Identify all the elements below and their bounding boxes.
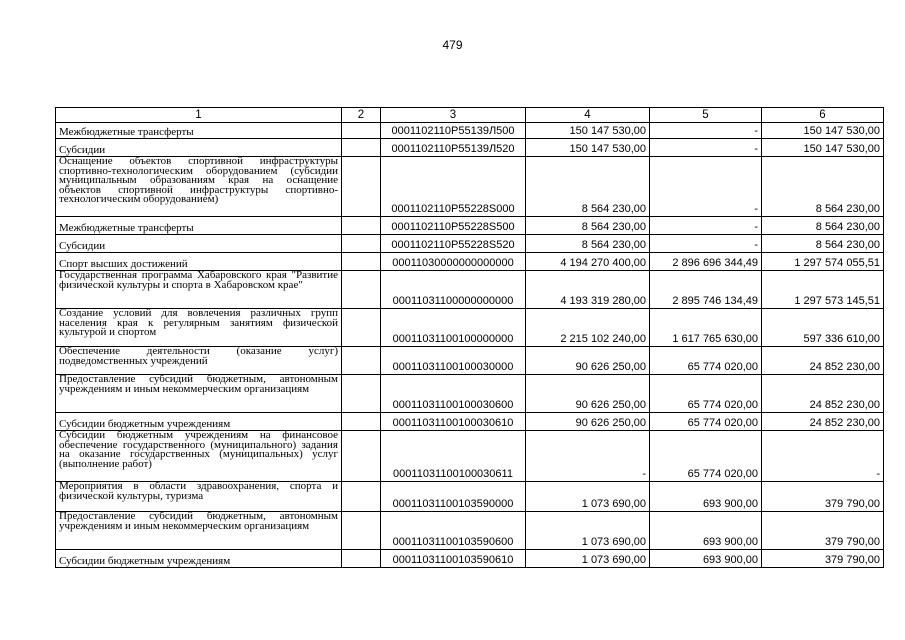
row-code-cell: 0001102110P55139Л500: [381, 123, 526, 139]
row-code-cell: 00011031100103590600: [381, 512, 526, 550]
row-code-cell: 0001102110P55228S520: [381, 235, 526, 253]
row-value-4-cell: 1 073 690,00: [526, 482, 650, 512]
row-col2-cell: [342, 271, 381, 309]
row-value-4-cell: 2 215 102 240,00: [526, 309, 650, 347]
row-value-4-cell: 4 194 270 400,00: [526, 253, 650, 271]
table-row: [56, 413, 884, 431]
row-value-5-cell: 2 896 696 344,49: [650, 253, 762, 271]
row-value-5-cell: 65 774 020,00: [650, 413, 762, 431]
row-name-cell: Мероприятия в области здравоохранения, спорта и физической культуры, туризма: [56, 482, 342, 512]
page-number: 479: [442, 38, 463, 52]
row-col2-cell: [342, 550, 381, 568]
row-value-6-cell: 379 790,00: [762, 512, 884, 550]
row-col2-cell: [342, 217, 381, 235]
row-value-5-cell: -: [650, 157, 762, 217]
row-name-cell: Предоставление субсидий бюджетным, автономным учреждениям и иным некоммерческим организациям: [56, 512, 342, 550]
table-header-row: [56, 108, 884, 123]
row-value-6-cell: 24 852 230,00: [762, 413, 884, 431]
row-col2-cell: [342, 413, 381, 431]
row-value-5-cell: -: [650, 217, 762, 235]
row-name-cell: Межбюджетные трансферты: [56, 123, 342, 139]
row-col2-cell: [342, 431, 381, 482]
row-name-cell: Субсидии бюджетным учреждениям: [56, 550, 342, 568]
row-value-5-cell: 2 895 746 134,49: [650, 271, 762, 309]
row-col2-cell: [342, 375, 381, 413]
row-code-cell: 0001102110P55139Л520: [381, 139, 526, 157]
row-value-6-cell: 1 297 574 055,51: [762, 253, 884, 271]
table-row: [56, 217, 884, 235]
row-code-cell: 00011031100100030600: [381, 375, 526, 413]
table-row: [56, 347, 884, 375]
row-value-5-cell: 65 774 020,00: [650, 375, 762, 413]
row-value-4-cell: 90 626 250,00: [526, 347, 650, 375]
row-col2-cell: [342, 139, 381, 157]
row-value-6-cell: -: [762, 431, 884, 482]
row-code-cell: 00011031100100030000: [381, 347, 526, 375]
table-row: [56, 123, 884, 139]
row-code-cell: 00011031100100000000: [381, 309, 526, 347]
row-col2-cell: [342, 123, 381, 139]
table-row: [56, 375, 884, 413]
table-row: [56, 271, 884, 309]
row-name-cell: Субсидии: [56, 139, 342, 157]
row-name-cell: Предоставление субсидий бюджетным, автономным учреждениям и иным некоммерческим организациям: [56, 375, 342, 413]
column-header: 5: [650, 108, 762, 123]
row-value-4-cell: -: [526, 431, 650, 482]
table-row: [56, 431, 884, 482]
row-value-6-cell: 150 147 530,00: [762, 139, 884, 157]
row-value-4-cell: 90 626 250,00: [526, 375, 650, 413]
row-value-6-cell: 24 852 230,00: [762, 375, 884, 413]
table-row: [56, 482, 884, 512]
row-value-4-cell: 4 193 319 280,00: [526, 271, 650, 309]
row-value-5-cell: 1 617 765 630,00: [650, 309, 762, 347]
table-row: [56, 139, 884, 157]
row-value-6-cell: 379 790,00: [762, 550, 884, 568]
row-value-6-cell: 8 564 230,00: [762, 217, 884, 235]
table-row: [56, 253, 884, 271]
row-value-6-cell: 1 297 573 145,51: [762, 271, 884, 309]
row-name-cell: Создание условий для вовлечения различных групп населения края к регулярным занятиям физической культурой и спортом: [56, 309, 342, 347]
row-value-5-cell: 693 900,00: [650, 482, 762, 512]
row-col2-cell: [342, 482, 381, 512]
row-value-6-cell: 8 564 230,00: [762, 157, 884, 217]
column-header: 4: [526, 108, 650, 123]
row-code-cell: 00011030000000000000: [381, 253, 526, 271]
row-value-5-cell: 65 774 020,00: [650, 347, 762, 375]
row-code-cell: 0001102110P55228S500: [381, 217, 526, 235]
row-value-6-cell: 597 336 610,00: [762, 309, 884, 347]
column-header: 6: [762, 108, 884, 123]
row-value-4-cell: 8 564 230,00: [526, 157, 650, 217]
row-value-4-cell: 8 564 230,00: [526, 217, 650, 235]
row-value-4-cell: 150 147 530,00: [526, 139, 650, 157]
row-code-cell: 00011031100100030610: [381, 413, 526, 431]
row-code-cell: 0001102110P55228S000: [381, 157, 526, 217]
row-col2-cell: [342, 157, 381, 217]
table-row: [56, 235, 884, 253]
row-value-6-cell: 150 147 530,00: [762, 123, 884, 139]
column-header: 3: [381, 108, 526, 123]
row-name-cell: Спорт высших достижений: [56, 253, 342, 271]
row-value-5-cell: -: [650, 123, 762, 139]
row-value-5-cell: -: [650, 235, 762, 253]
row-value-5-cell: 693 900,00: [650, 550, 762, 568]
row-code-cell: 00011031100000000000: [381, 271, 526, 309]
row-col2-cell: [342, 235, 381, 253]
row-code-cell: 00011031100103590610: [381, 550, 526, 568]
row-value-4-cell: 90 626 250,00: [526, 413, 650, 431]
row-value-5-cell: -: [650, 139, 762, 157]
column-header: 2: [342, 108, 381, 123]
row-col2-cell: [342, 253, 381, 271]
table-row: [56, 309, 884, 347]
row-name-cell: Субсидии: [56, 235, 342, 253]
row-name-cell: Субсидии бюджетным учреждениям на финансовое обеспечение государственного (муниципального) задания на оказание государственных (муниципальных) услуг (выполнение работ): [56, 431, 342, 482]
row-name-cell: Субсидии бюджетным учреждениям: [56, 413, 342, 431]
row-value-4-cell: 8 564 230,00: [526, 235, 650, 253]
row-col2-cell: [342, 309, 381, 347]
row-col2-cell: [342, 512, 381, 550]
row-name-cell: Государственная программа Хабаровского края "Развитие физической культуры и спорта в Хабаровском крае": [56, 271, 342, 309]
row-value-5-cell: 65 774 020,00: [650, 431, 762, 482]
row-name-cell: Межбюджетные трансферты: [56, 217, 342, 235]
row-name-cell: Оснащение объектов спортивной инфраструктуры спортивно-технологическим оборудованием (субсидии муниципальным образованиям края на оснащение объектов спортивной инфраструктуры спортивно-технологическим оборудованием): [56, 157, 342, 217]
row-value-5-cell: 693 900,00: [650, 512, 762, 550]
row-value-6-cell: 8 564 230,00: [762, 235, 884, 253]
row-value-6-cell: 379 790,00: [762, 482, 884, 512]
column-header: 1: [56, 108, 342, 123]
table-row: [56, 157, 884, 217]
row-name-cell: Обеспечение деятельности (оказание услуг) подведомственных учреждений: [56, 347, 342, 375]
table-row: [56, 512, 884, 550]
row-code-cell: 00011031100103590000: [381, 482, 526, 512]
row-value-4-cell: 1 073 690,00: [526, 550, 650, 568]
budget-table: [55, 107, 884, 568]
table-row: [56, 550, 884, 568]
row-value-4-cell: 1 073 690,00: [526, 512, 650, 550]
row-value-4-cell: 150 147 530,00: [526, 123, 650, 139]
row-code-cell: 00011031100100030611: [381, 431, 526, 482]
row-value-6-cell: 24 852 230,00: [762, 347, 884, 375]
row-col2-cell: [342, 347, 381, 375]
